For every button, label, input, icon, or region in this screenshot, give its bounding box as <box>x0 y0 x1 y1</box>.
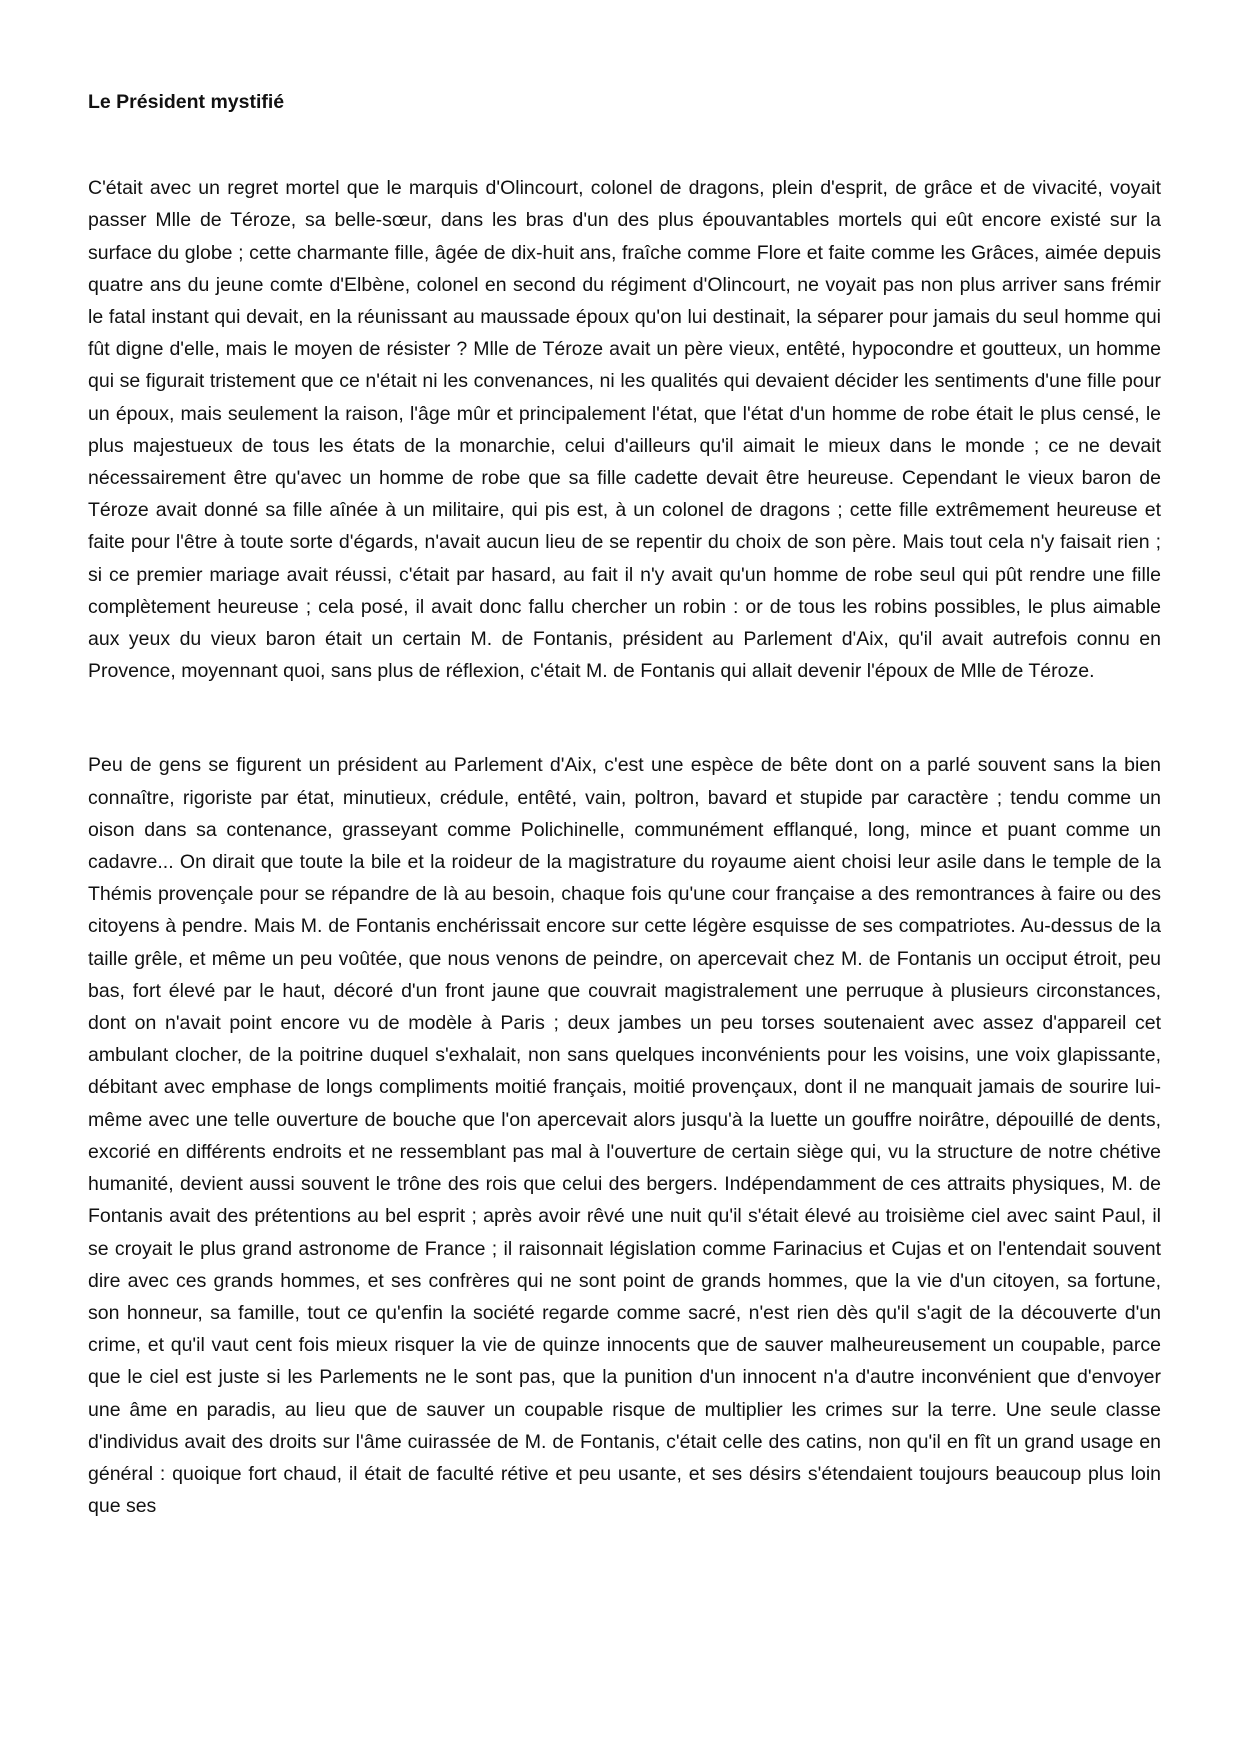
document-page <box>88 86 1161 1522</box>
document-title: Le Président mystifié <box>88 91 285 113</box>
paragraph-2: Peu de gens se figurent un président au Parlement d'Aix, c'est une espèce de bête dont on a parlé souvent sans la bien connaître, rigoriste par état, minutieux, crédule, entêté, vain, poltron, bavard et stupide par caractère ; tendu comme un oison dans sa contenance, grasseyant comme Polichinelle, communément efflanqué, long, mince et puant comme un cadavre... On dirait que toute la bile et la roideur de la magistrature du royaume aient choisi leur asile dans le temple de la Thémis provençale pour se répandre de là au besoin, chaque fois qu'une cour française a des remontrances à faire ou des citoyens à pendre. Mais M. de Fontanis enchérissait encore sur cette légère esquisse de ses compatriotes. Au-dessus de la taille grêle, et même un peu voûtée, que nous venons de peindre, on apercevait chez M. de Fontanis un occiput étroit, peu bas, fort élevé par le haut, décoré d'un front jaune que couvrait magistralement une perruque à plusieurs circonstances, dont on n'avait point encore vu de modèle à Paris ; deux jambes un peu torses soutenaient avec assez d'appareil cet ambulant clocher, de la poitrine duquel s'exhalait, non sans quelques inconvénients pour les voisins, une voix glapissante, débitant avec emphase de longs compliments moitié français, moitié provençaux, dont il ne manquait jamais de sourire lui-même avec une telle ouverture de bouche que l'on apercevait alors jusqu'à la luette un gouffre noirâtre, dépouillé de dents, excorié en différents endroits et ne ressemblant pas mal à l'ouverture de certain siège qui, vu la structure de notre chétive humanité, devient aussi souvent le trône des rois que celui des bergers. Indépendamment de ces attraits physiques, M. de Fontanis avait des prétentions au bel esprit ; après avoir rêvé une nuit qu'il s'était élevé au troisième ciel avec saint Paul, il se croyait le plus grand astronome de France ; il raisonnait législation comme Farinacius et Cujas et on l'entendait souvent dire avec ces grands hommes, et ses confrères qui ne sont point de grands hommes, que la vie d'un citoyen, sa fortune, son honneur, sa famille, tout ce qu'enfin la société regarde comme sacré, n'est rien dès qu'il s'agit de la découverte d'un crime, et qu'il vaut cent fois mieux risquer la vie de quinze innocents que de sauver malheureusement un coupable, parce que le ciel est juste si les Parlements ne le sont pas, que la punition d'un innocent n'a d'autre inconvénient que d'envoyer une âme en paradis, au lieu que de sauver un coupable risque de multiplier les crimes sur la terre. Une seule classe d'individus avait des droits sur l'âme cuirassée de M. de Fontanis, c'était celle des catins, non qu'il en fît un grand usage en général : quoique fort chaud, il était de faculté rétive et peu usante, et ses désirs s'étendaient toujours beaucoup plus loin que ses <box>88 754 1161 1518</box>
paragraph-1: C'était avec un regret mortel que le marquis d'Olincourt, colonel de dragons, plein d'esprit, de grâce et de vivacité, voyait passer Mlle de Téroze, sa belle-sœur, dans les bras d'un des plus épouvantables mortels qui eût encore existé sur la surface du globe ; cette charmante fille, âgée de dix-huit ans, fraîche comme Flore et faite comme les Grâces, aimée depuis quatre ans du jeune comte d'Elbène, colonel en second du régiment d'Olincourt, ne voyait pas non plus arriver sans frémir le fatal instant qui devait, en la réunissant au maussade époux qu'on lui destinait, la séparer pour jamais du seul homme qui fût digne d'elle, mais le moyen de résister ? Mlle de Téroze avait un père vieux, entêté, hypocondre et goutteux, un homme qui se figurait tristement que ce n'était ni les convenances, ni les qualités qui devaient décider les sentiments d'une fille pour un époux, mais seulement la raison, l'âge mûr et principalement l'état, que l'état d'un homme de robe était le plus censé, le plus majestueux de tous les états de la monarchie, celui d'ailleurs qu'il aimait le mieux dans le monde ; ce ne devait nécessairement être qu'avec un homme de robe que sa fille cadette devait être heureuse. Cependant le vieux baron de Téroze avait donné sa fille aînée à un militaire, qui pis est, à un colonel de dragons ; cette fille extrêmement heureuse et faite pour l'être à toute sorte d'égards, n'avait aucun lieu de se repentir du choix de son père. Mais tout cela n'y faisait rien ; si ce premier mariage avait réussi, c'était par hasard, au fait il n'y avait qu'un homme de robe seul qui pût rendre une fille complètement heureuse ; cela posé, il avait donc fallu chercher un robin : or de tous les robins possibles, le plus aimable aux yeux du vieux baron était un certain M. de Fontanis, président au Parlement d'Aix, qu'il avait autrefois connu en Provence, moyennant quoi, sans plus de réflexion, c'était M. de Fontanis qui allait devenir l'époux de Mlle de Téroze. <box>88 177 1161 683</box>
